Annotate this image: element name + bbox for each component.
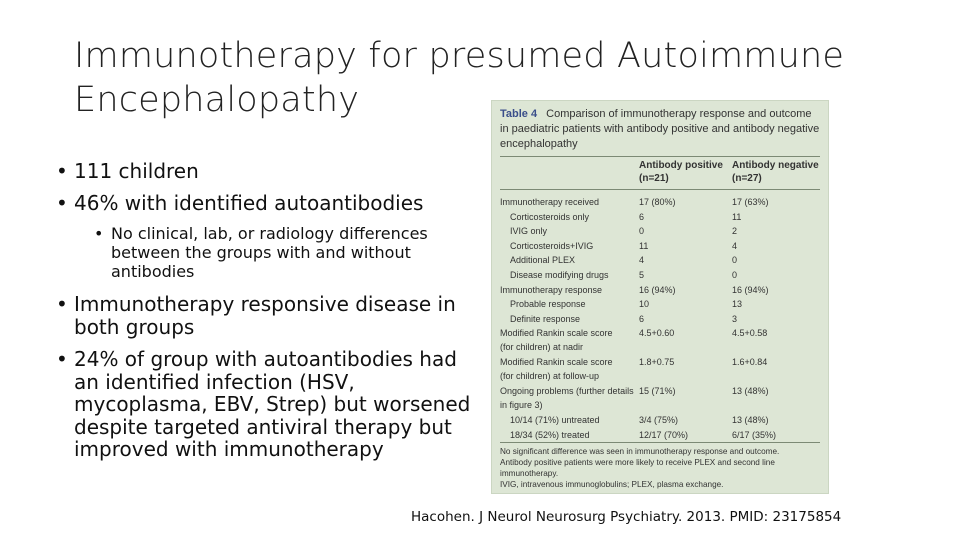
cell-antibody-positive: 6 <box>639 211 645 222</box>
header-antibody-negative <box>732 159 819 185</box>
header-antibody-negative-n: (n=27) <box>732 173 762 184</box>
table-row <box>492 355 828 384</box>
header-antibody-positive-n: (n=21) <box>639 173 669 184</box>
cell-antibody-positive: 17 (80%) <box>639 197 676 207</box>
table-rule-top <box>500 156 820 157</box>
header-antibody-negative-label: Antibody negative <box>732 160 819 171</box>
bullet-list <box>56 160 476 471</box>
table-row <box>492 195 828 210</box>
cell-antibody-negative: 2 <box>732 226 738 237</box>
header-antibody-positive <box>639 159 723 185</box>
table-row <box>492 326 828 355</box>
row-label: Modified Rankin scale score <box>500 357 613 368</box>
cell-antibody-positive: 11 <box>639 240 649 251</box>
cell-antibody-negative: 0 <box>732 269 738 280</box>
cell-antibody-negative: 16 (94%) <box>732 284 769 295</box>
bullet-children: • 111 children <box>56 160 476 182</box>
cell-antibody-positive: 15 (71%) <box>639 386 676 397</box>
table-rule-header <box>500 189 820 190</box>
cell-antibody-negative: 0 <box>732 255 738 266</box>
table-row <box>492 428 828 443</box>
cell-antibody-negative: 3 <box>732 313 738 324</box>
row-label: Ongoing problems (further details <box>500 386 634 397</box>
cell-antibody-positive: 4.5+0.60 <box>639 328 675 339</box>
row-label-cont: (for children) at follow-up <box>500 371 600 382</box>
bullet-infection: • 24% of group with autoantibodies had an identified infection (HSV, mycoplasma, EBV, Strep) but worsened despite targeted antiviral therapy but improved with immunotherapy <box>56 348 476 461</box>
cell-antibody-positive: 0 <box>639 226 645 237</box>
slide-title-line2: Encephalopathy <box>74 80 360 120</box>
sub-bullet-no-differences: • No clinical, lab, or radiology differences between the groups with and without antibodies <box>56 224 476 281</box>
footnote-2: Antibody positive patients were more likely to receive PLEX and second line immunotherapy. <box>500 458 775 478</box>
slide-title-line1: Immunotherapy for presumed Autoimmune <box>74 36 845 76</box>
row-label: Immunotherapy response <box>500 284 603 295</box>
row-label: Immunotherapy received <box>500 197 600 207</box>
cell-antibody-positive: 5 <box>639 269 645 280</box>
table-row <box>492 210 828 225</box>
bullet-immunotherapy-responsive: • Immunotherapy responsive disease in both groups <box>56 293 476 338</box>
footnote-1: No significant difference was seen in immunotherapy response and outcome. <box>500 447 780 456</box>
cell-antibody-positive: 12/17 (70%) <box>639 429 689 440</box>
row-label: Disease modifying drugs <box>510 269 609 280</box>
cell-antibody-positive: 10 <box>639 299 650 310</box>
cell-antibody-negative: 13 <box>732 299 743 310</box>
table-caption <box>500 107 822 152</box>
cell-antibody-positive: 3/4 (75%) <box>639 415 679 426</box>
footnote-3: IVIG, intravenous immunoglobulins; PLEX, plasma exchange. <box>500 480 724 489</box>
cell-antibody-negative: 6/17 (35%) <box>732 429 777 440</box>
cell-antibody-negative: 4.5+0.58 <box>732 328 768 339</box>
table-title: Comparison of immunotherapy response and outcome in paediatric patients with antibody positive and antibody negative encephalopathy <box>500 108 820 150</box>
cell-antibody-positive: 16 (94%) <box>639 284 676 295</box>
table-row <box>492 253 828 268</box>
row-label: Corticosteroids+IVIG <box>510 240 594 251</box>
row-label: Definite response <box>510 313 581 324</box>
row-label: Corticosteroids only <box>510 211 590 222</box>
table-row <box>492 312 828 327</box>
table-number: Table 4 <box>500 108 538 120</box>
cell-antibody-negative: 13 (48%) <box>732 386 769 397</box>
table-body <box>492 195 828 443</box>
cell-antibody-positive: 4 <box>639 255 645 266</box>
header-antibody-positive-label: Antibody positive <box>639 160 723 171</box>
cell-antibody-negative: 11 <box>732 211 742 222</box>
cell-antibody-negative: 1.6+0.84 <box>732 357 768 368</box>
cell-antibody-positive: 1.8+0.75 <box>639 357 675 368</box>
row-label-cont: in figure 3) <box>500 400 543 411</box>
cell-antibody-negative: 4 <box>732 240 738 251</box>
row-label: Probable response <box>510 299 586 310</box>
table-rule-bottom <box>500 442 820 443</box>
row-label-cont: (for children) at nadir <box>500 342 584 353</box>
row-label: IVIG only <box>510 226 548 237</box>
bullet-autoantibodies: • 46% with identified autoantibodies <box>56 192 476 214</box>
table-row <box>492 297 828 312</box>
table-figure <box>491 100 829 494</box>
cell-antibody-negative: 17 (63%) <box>732 197 769 207</box>
table-row <box>492 224 828 239</box>
table-row <box>492 384 828 413</box>
table-row <box>492 239 828 254</box>
table-row <box>492 413 828 428</box>
row-label: Additional PLEX <box>510 255 576 266</box>
table-row <box>492 268 828 283</box>
row-label: 10/14 (71%) untreated <box>510 415 600 426</box>
table-footnotes <box>500 446 822 490</box>
cell-antibody-positive: 6 <box>639 313 645 324</box>
row-label: Modified Rankin scale score <box>500 328 613 339</box>
table-row <box>492 283 828 298</box>
citation: Hacohen. J Neurol Neurosurg Psychiatry. 2013. PMID: 23175854 <box>411 509 842 525</box>
row-label: 18/34 (52%) treated <box>510 429 590 440</box>
cell-antibody-negative: 13 (48%) <box>732 415 769 426</box>
